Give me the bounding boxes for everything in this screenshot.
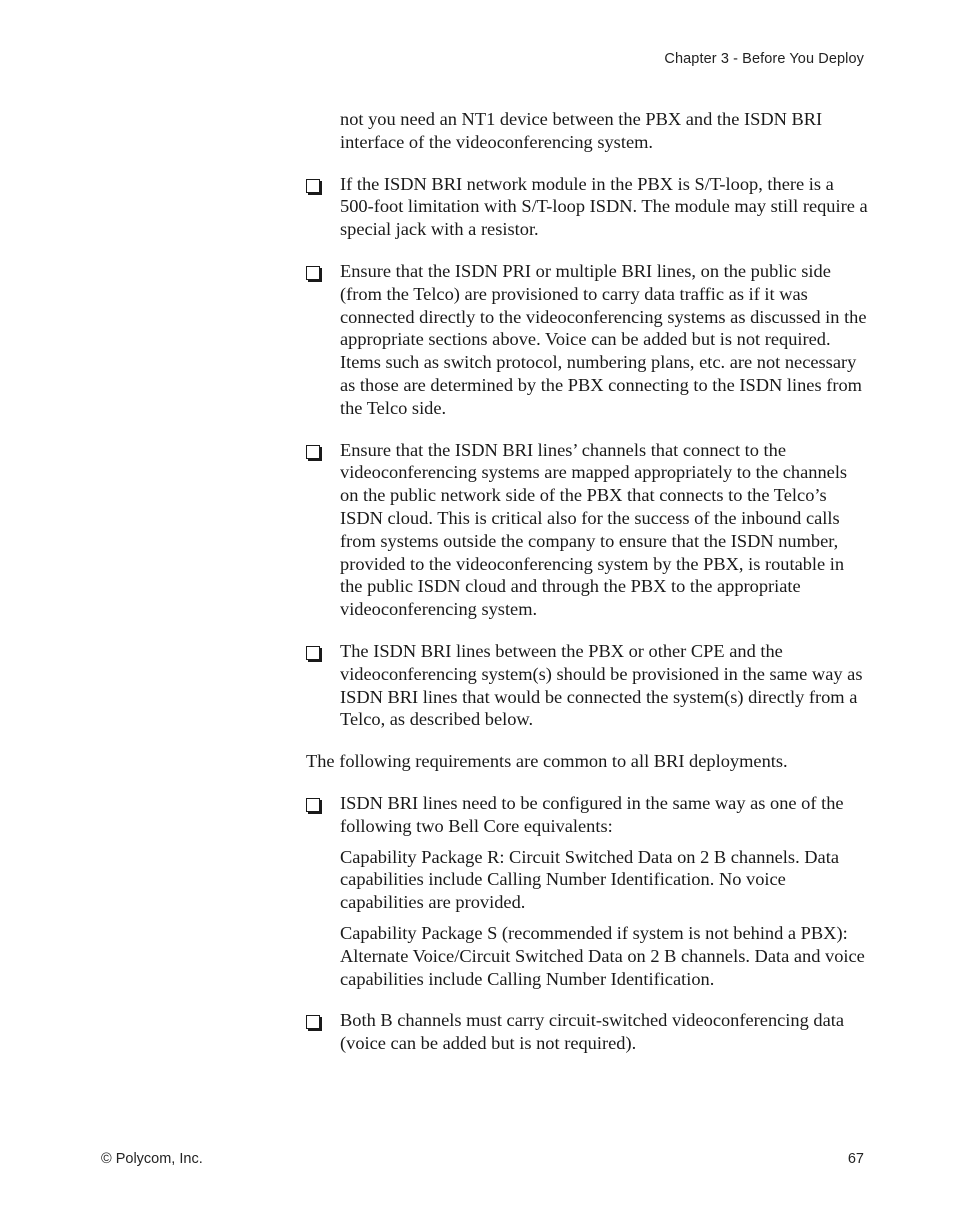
checkbox-icon xyxy=(306,646,320,660)
checklist-item-text: If the ISDN BRI network module in the PBX is S/T-loop, there is a 500-foot limitation with S/T-loop ISDN. The module may still require a special jack with a resistor. xyxy=(340,173,868,240)
checklist-item xyxy=(306,1009,868,1055)
checklist-item-bri xyxy=(306,792,868,990)
package-s-paragraph: Capability Package S (recommended if system is not behind a PBX): Alternate Voice/Circuit Switched Data on 2 B channels. Data and voice capabilities include Calling Number Identification. xyxy=(340,922,865,989)
checklist-item-text: Ensure that the ISDN BRI lines’ channels that connect to the videoconferencing systems are mapped appropriately to the channels on the public network side of the PBX that connects to the Telco’s ISDN cloud. This is critical also for the success of the inbound calls from systems outside the company to ensure that the ISDN number, provided to the videoconferencing system by the PBX, is routable in the public ISDN cloud and through the PBX to the appropriate videoconferencing system. xyxy=(340,439,848,620)
checkbox-icon xyxy=(306,179,320,193)
running-header: Chapter 3 - Before You Deploy xyxy=(664,51,864,67)
checklist-item-text: The ISDN BRI lines between the PBX or other CPE and the videoconferencing system(s) should be provisioned in the same way as ISDN BRI lines that would be connected the system(s) directly from a Telco, as described below. xyxy=(340,640,863,730)
intro-paragraph: The following requirements are common to all BRI deployments. xyxy=(306,751,788,772)
footer-copyright: © Polycom, Inc. xyxy=(101,1151,203,1167)
checklist-item xyxy=(306,173,868,241)
checklist-item xyxy=(306,640,868,731)
page-number: 67 xyxy=(847,1151,864,1167)
checklist-item xyxy=(306,260,868,420)
checkbox-icon xyxy=(306,266,320,280)
page-body xyxy=(306,108,868,1055)
checkbox-icon xyxy=(306,798,320,812)
checkbox-icon xyxy=(306,1015,320,1029)
checklist-item-text: Both B channels must carry circuit-switched videoconferencing data (voice can be added but is not required). xyxy=(340,1010,845,1054)
checkbox-icon xyxy=(306,445,320,459)
package-r-paragraph: Capability Package R: Circuit Switched Data on 2 B channels. Data capabilities include Calling Number Identification. No voice capabilities are provided. xyxy=(340,846,839,913)
checklist-item xyxy=(306,439,868,621)
checklist-item-text: Ensure that the ISDN PRI or multiple BRI lines, on the public side (from the Telco) are provisioned to carry data traffic as if it was connected directly to the videoconferencing systems as discussed in the appropriate sections above. Voice can be added but is not required. Items such as switch protocol, numbering plans, etc. are not necessary as those are determined by the PBX connecting to the ISDN lines from the Telco side. xyxy=(340,260,867,418)
checklist-item-text: ISDN BRI lines need to be configured in the same way as one of the following two Bell Core equivalents: xyxy=(340,792,844,836)
continuation-paragraph: not you need an NT1 device between the PBX and the ISDN BRI interface of the videoconferencing system. xyxy=(340,109,823,152)
